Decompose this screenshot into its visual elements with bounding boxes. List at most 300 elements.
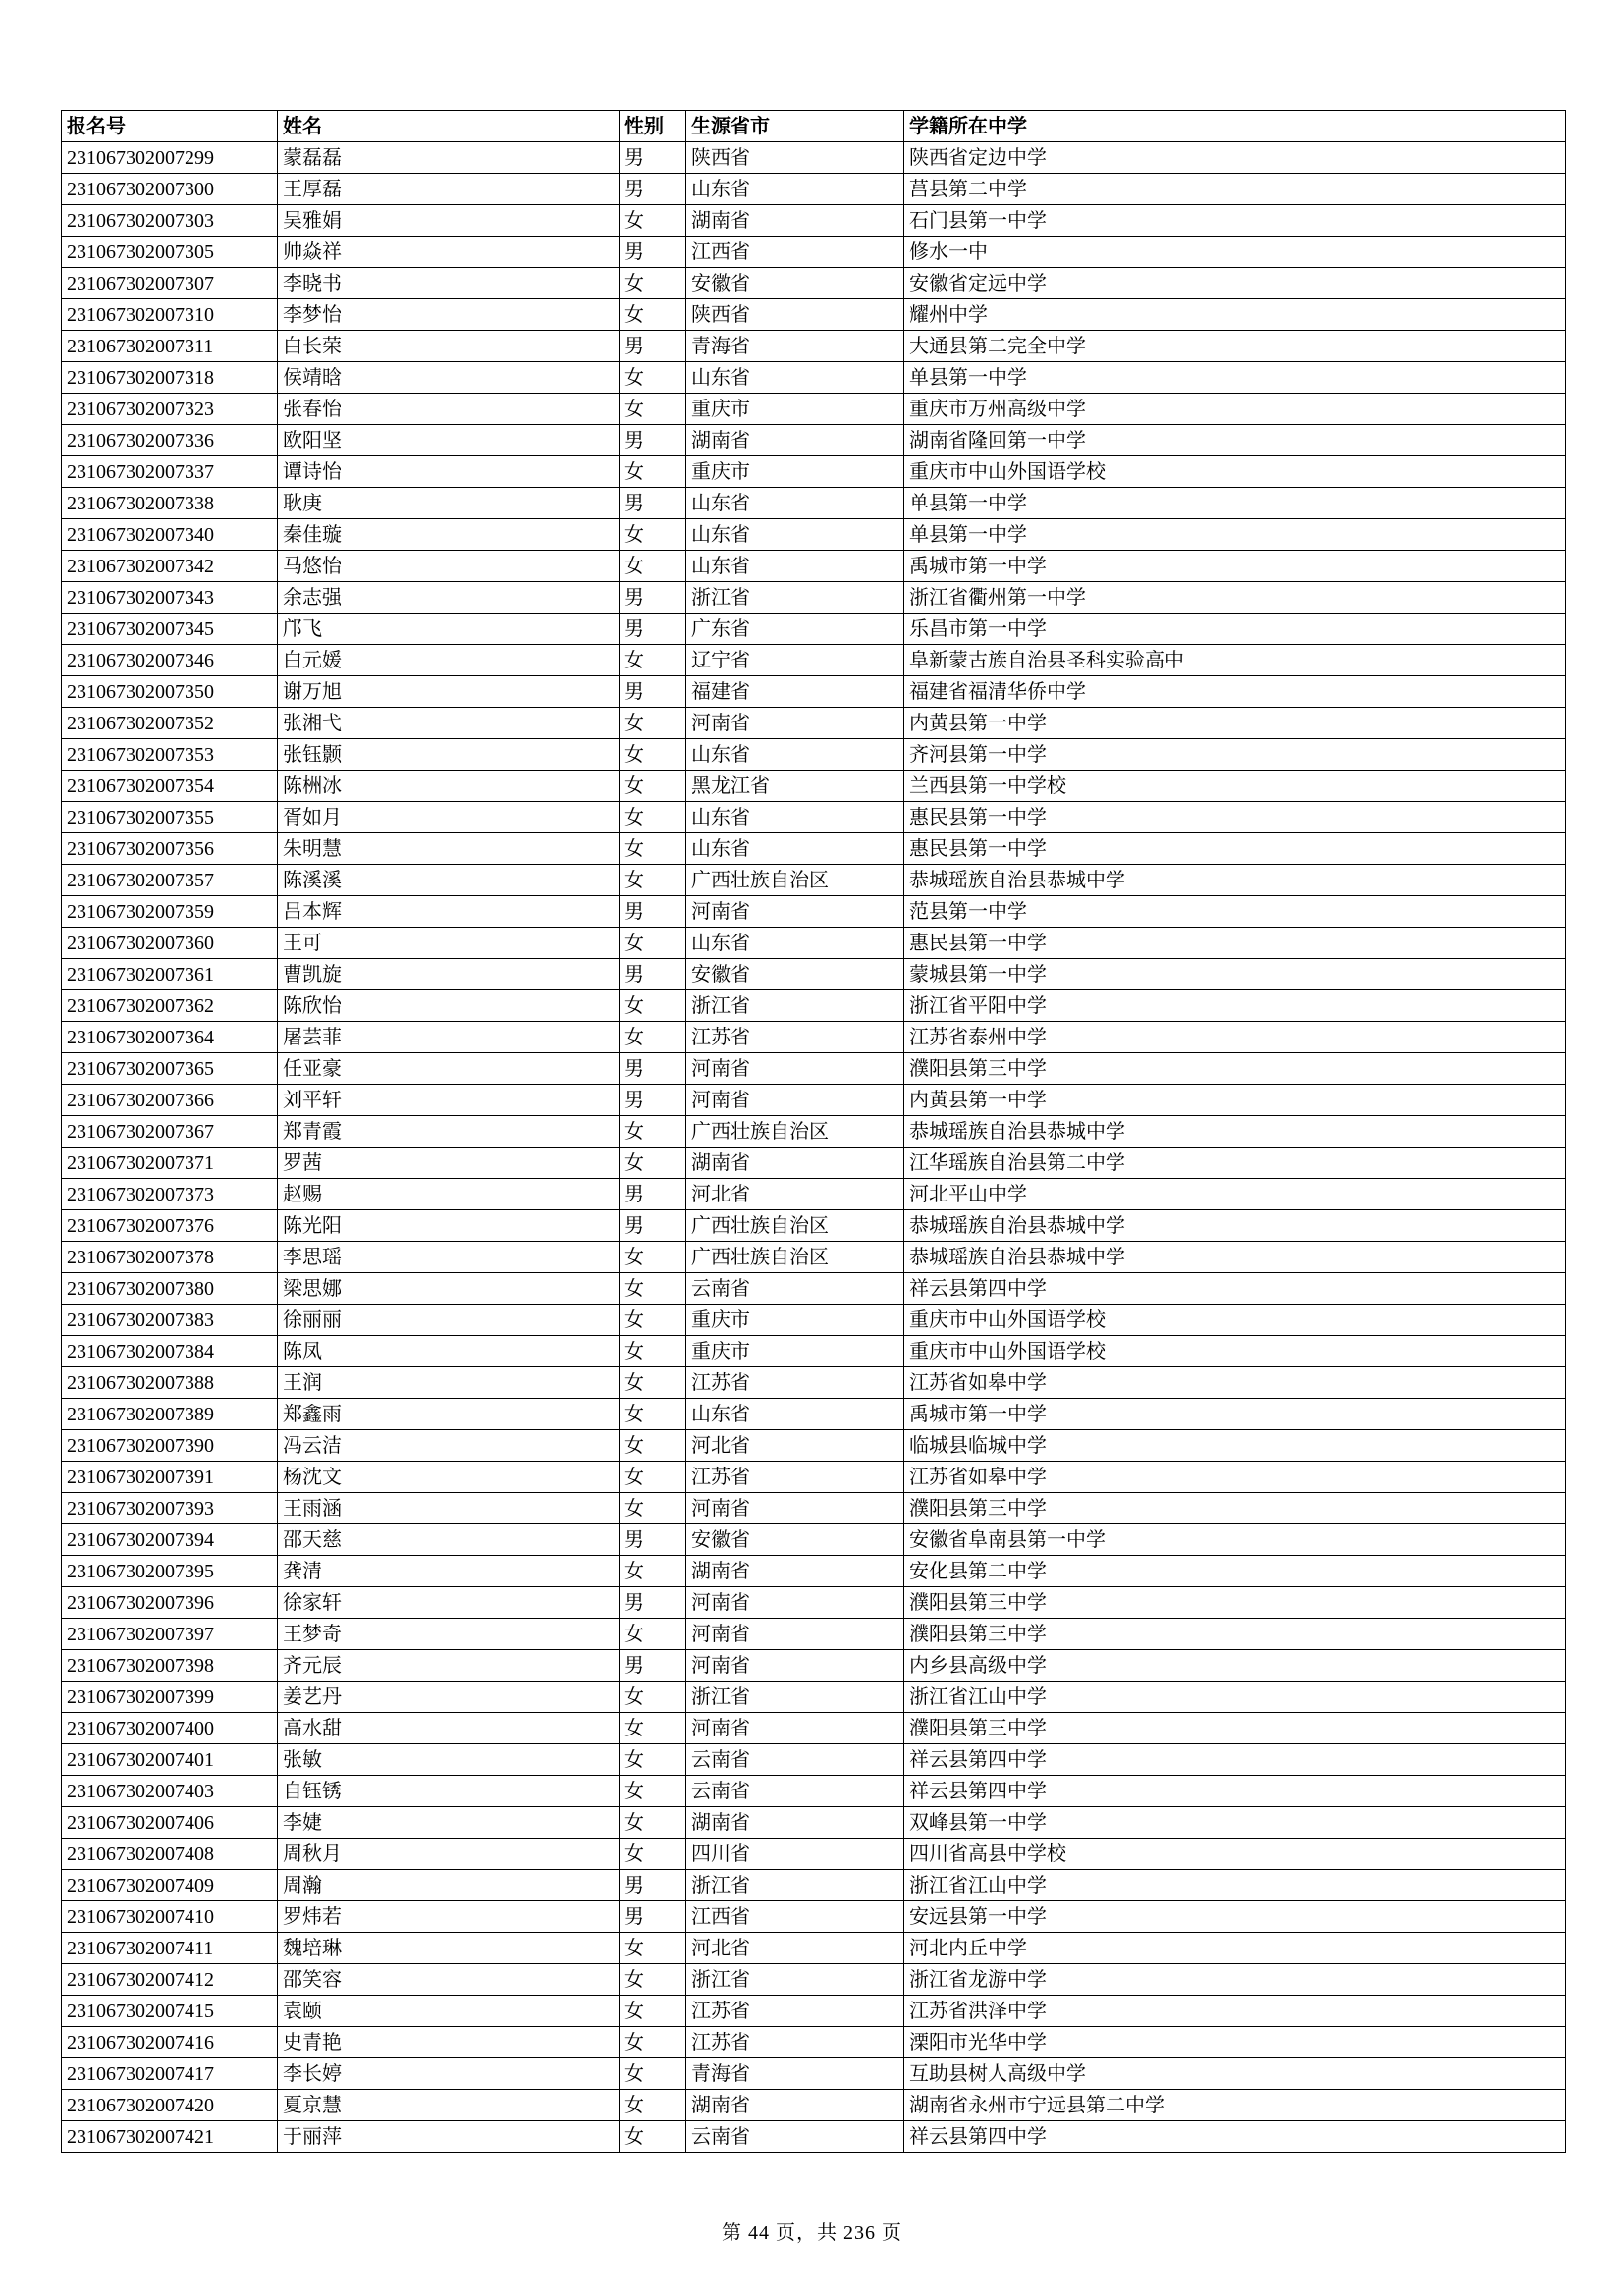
cell-school: 重庆市中山外国语学校 [904, 456, 1566, 488]
cell-province: 青海省 [686, 331, 904, 362]
cell-registration-number: 231067302007378 [62, 1242, 278, 1273]
cell-school: 浙江省江山中学 [904, 1870, 1566, 1901]
table-row [62, 802, 1566, 833]
table-row [62, 1210, 1566, 1242]
cell-province: 山东省 [686, 362, 904, 394]
cell-registration-number: 231067302007389 [62, 1399, 278, 1430]
cell-gender: 女 [620, 1430, 686, 1462]
cell-gender: 男 [620, 1179, 686, 1210]
cell-gender: 男 [620, 425, 686, 456]
cell-school: 蒙城县第一中学 [904, 959, 1566, 990]
table-row [62, 1493, 1566, 1524]
cell-province: 重庆市 [686, 456, 904, 488]
table-row [62, 394, 1566, 425]
table-row [62, 645, 1566, 676]
cell-gender: 女 [620, 1556, 686, 1587]
cell-province: 江苏省 [686, 1996, 904, 2027]
cell-province: 河南省 [686, 1493, 904, 1524]
cell-registration-number: 231067302007303 [62, 205, 278, 237]
cell-registration-number: 231067302007362 [62, 990, 278, 1022]
cell-registration-number: 231067302007340 [62, 519, 278, 551]
table-row [62, 174, 1566, 205]
header-registration-number: 报名号 [62, 111, 278, 142]
cell-school: 河北内丘中学 [904, 1933, 1566, 1964]
cell-province: 浙江省 [686, 582, 904, 614]
cell-gender: 女 [620, 1022, 686, 1053]
cell-registration-number: 231067302007388 [62, 1367, 278, 1399]
table-row [62, 1053, 1566, 1085]
cell-province: 黑龙江省 [686, 771, 904, 802]
cell-gender: 女 [620, 299, 686, 331]
cell-gender: 女 [620, 1493, 686, 1524]
table-row [62, 331, 1566, 362]
cell-gender: 女 [620, 1367, 686, 1399]
cell-registration-number: 231067302007323 [62, 394, 278, 425]
student-roster-table [61, 110, 1566, 2153]
cell-gender: 女 [620, 802, 686, 833]
cell-school: 重庆市万州高级中学 [904, 394, 1566, 425]
cell-registration-number: 231067302007412 [62, 1964, 278, 1996]
cell-registration-number: 231067302007355 [62, 802, 278, 833]
cell-province: 湖南省 [686, 1556, 904, 1587]
cell-school: 齐河县第一中学 [904, 739, 1566, 771]
cell-registration-number: 231067302007396 [62, 1587, 278, 1619]
table-row [62, 1901, 1566, 1933]
table-row [62, 1587, 1566, 1619]
cell-school: 安远县第一中学 [904, 1901, 1566, 1933]
cell-registration-number: 231067302007311 [62, 331, 278, 362]
cell-province: 广西壮族自治区 [686, 865, 904, 896]
cell-gender: 女 [620, 519, 686, 551]
cell-registration-number: 231067302007380 [62, 1273, 278, 1305]
cell-gender: 女 [620, 1336, 686, 1367]
table-row [62, 708, 1566, 739]
cell-school: 耀州中学 [904, 299, 1566, 331]
cell-gender: 女 [620, 1996, 686, 2027]
cell-school: 互助县树人高级中学 [904, 2058, 1566, 2090]
cell-gender: 女 [620, 2090, 686, 2121]
table-row [62, 1713, 1566, 1744]
cell-school: 内黄县第一中学 [904, 1085, 1566, 1116]
cell-gender: 女 [620, 1776, 686, 1807]
cell-registration-number: 231067302007337 [62, 456, 278, 488]
header-gender: 性别 [620, 111, 686, 142]
cell-province: 湖南省 [686, 2090, 904, 2121]
cell-gender: 男 [620, 1085, 686, 1116]
cell-gender: 女 [620, 205, 686, 237]
cell-gender: 女 [620, 394, 686, 425]
cell-name: 胥如月 [278, 802, 620, 833]
cell-school: 大通县第二完全中学 [904, 331, 1566, 362]
table-row [62, 1022, 1566, 1053]
cell-registration-number: 231067302007420 [62, 2090, 278, 2121]
cell-province: 河北省 [686, 1430, 904, 1462]
table-row [62, 268, 1566, 299]
cell-registration-number: 231067302007364 [62, 1022, 278, 1053]
cell-registration-number: 231067302007356 [62, 833, 278, 865]
cell-gender: 女 [620, 1116, 686, 1148]
cell-name: 邵笑容 [278, 1964, 620, 1996]
table-row [62, 1179, 1566, 1210]
table-row [62, 614, 1566, 645]
cell-gender: 女 [620, 1807, 686, 1839]
cell-registration-number: 231067302007360 [62, 928, 278, 959]
cell-province: 广东省 [686, 614, 904, 645]
cell-school: 安化县第二中学 [904, 1556, 1566, 1587]
cell-province: 重庆市 [686, 1305, 904, 1336]
cell-province: 江苏省 [686, 1022, 904, 1053]
cell-registration-number: 231067302007383 [62, 1305, 278, 1336]
cell-name: 谭诗怡 [278, 456, 620, 488]
table-row [62, 1116, 1566, 1148]
cell-province: 河南省 [686, 1713, 904, 1744]
cell-name: 李晓书 [278, 268, 620, 299]
cell-name: 郑青霞 [278, 1116, 620, 1148]
cell-name: 蒙磊磊 [278, 142, 620, 174]
table-row [62, 896, 1566, 928]
cell-school: 安徽省阜南县第一中学 [904, 1524, 1566, 1556]
cell-registration-number: 231067302007338 [62, 488, 278, 519]
cell-gender: 女 [620, 1619, 686, 1650]
cell-province: 河北省 [686, 1179, 904, 1210]
cell-school: 修水一中 [904, 237, 1566, 268]
cell-registration-number: 231067302007415 [62, 1996, 278, 2027]
table-row [62, 1807, 1566, 1839]
cell-province: 江苏省 [686, 2027, 904, 2058]
cell-gender: 男 [620, 331, 686, 362]
cell-gender: 男 [620, 237, 686, 268]
cell-gender: 女 [620, 268, 686, 299]
cell-province: 广西壮族自治区 [686, 1242, 904, 1273]
table-row [62, 2121, 1566, 2153]
cell-province: 浙江省 [686, 1682, 904, 1713]
cell-name: 王厚磊 [278, 174, 620, 205]
cell-gender: 女 [620, 1839, 686, 1870]
cell-name: 李婕 [278, 1807, 620, 1839]
cell-name: 任亚豪 [278, 1053, 620, 1085]
cell-province: 山东省 [686, 1399, 904, 1430]
cell-school: 恭城瑶族自治县恭城中学 [904, 1242, 1566, 1273]
cell-gender: 男 [620, 142, 686, 174]
table-row [62, 488, 1566, 519]
cell-province: 湖南省 [686, 425, 904, 456]
cell-name: 白长荣 [278, 331, 620, 362]
cell-name: 冯云洁 [278, 1430, 620, 1462]
cell-school: 惠民县第一中学 [904, 802, 1566, 833]
table-row [62, 833, 1566, 865]
cell-province: 河南省 [686, 1587, 904, 1619]
cell-province: 青海省 [686, 2058, 904, 2090]
table-row [62, 771, 1566, 802]
cell-school: 恭城瑶族自治县恭城中学 [904, 865, 1566, 896]
table-row [62, 1650, 1566, 1682]
table-row [62, 1305, 1566, 1336]
cell-school: 禹城市第一中学 [904, 1399, 1566, 1430]
cell-school: 濮阳县第三中学 [904, 1619, 1566, 1650]
cell-registration-number: 231067302007400 [62, 1713, 278, 1744]
cell-province: 广西壮族自治区 [686, 1210, 904, 1242]
cell-province: 安徽省 [686, 1524, 904, 1556]
cell-name: 谢万旭 [278, 676, 620, 708]
cell-name: 张春怡 [278, 394, 620, 425]
cell-school: 浙江省平阳中学 [904, 990, 1566, 1022]
page-number-footer: 第 44 页，共 236 页 [722, 2222, 902, 2244]
cell-registration-number: 231067302007421 [62, 2121, 278, 2153]
table-row [62, 1085, 1566, 1116]
cell-school: 濮阳县第三中学 [904, 1713, 1566, 1744]
cell-gender: 女 [620, 833, 686, 865]
cell-province: 云南省 [686, 1273, 904, 1305]
cell-province: 陕西省 [686, 299, 904, 331]
cell-gender: 女 [620, 1242, 686, 1273]
table-row [62, 1996, 1566, 2027]
cell-registration-number: 231067302007367 [62, 1116, 278, 1148]
cell-name: 袁颐 [278, 1996, 620, 2027]
cell-registration-number: 231067302007408 [62, 1839, 278, 1870]
cell-gender: 女 [620, 739, 686, 771]
table-row [62, 1273, 1566, 1305]
cell-school: 重庆市中山外国语学校 [904, 1305, 1566, 1336]
cell-name: 张湘弋 [278, 708, 620, 739]
cell-name: 屠芸菲 [278, 1022, 620, 1053]
table-row [62, 959, 1566, 990]
cell-registration-number: 231067302007395 [62, 1556, 278, 1587]
cell-registration-number: 231067302007399 [62, 1682, 278, 1713]
cell-gender: 男 [620, 959, 686, 990]
cell-school: 乐昌市第一中学 [904, 614, 1566, 645]
cell-name: 马悠怡 [278, 551, 620, 582]
cell-gender: 男 [620, 1870, 686, 1901]
cell-registration-number: 231067302007365 [62, 1053, 278, 1085]
cell-gender: 女 [620, 1462, 686, 1493]
cell-school: 禹城市第一中学 [904, 551, 1566, 582]
table-row [62, 2058, 1566, 2090]
cell-name: 于丽萍 [278, 2121, 620, 2153]
cell-name: 王润 [278, 1367, 620, 1399]
cell-gender: 女 [620, 2121, 686, 2153]
cell-registration-number: 231067302007417 [62, 2058, 278, 2090]
cell-registration-number: 231067302007390 [62, 1430, 278, 1462]
cell-school: 单县第一中学 [904, 488, 1566, 519]
cell-province: 河南省 [686, 1053, 904, 1085]
cell-school: 河北平山中学 [904, 1179, 1566, 1210]
table-row [62, 1367, 1566, 1399]
cell-province: 云南省 [686, 1776, 904, 1807]
cell-province: 山东省 [686, 551, 904, 582]
table-row [62, 1524, 1566, 1556]
cell-registration-number: 231067302007376 [62, 1210, 278, 1242]
cell-name: 自钰锈 [278, 1776, 620, 1807]
cell-gender: 男 [620, 1210, 686, 1242]
table-row [62, 425, 1566, 456]
cell-registration-number: 231067302007300 [62, 174, 278, 205]
cell-school: 溧阳市光华中学 [904, 2027, 1566, 2058]
cell-school: 祥云县第四中学 [904, 1273, 1566, 1305]
cell-name: 梁思娜 [278, 1273, 620, 1305]
cell-name: 周瀚 [278, 1870, 620, 1901]
cell-registration-number: 231067302007393 [62, 1493, 278, 1524]
cell-name: 张敏 [278, 1744, 620, 1776]
cell-province: 河南省 [686, 1650, 904, 1682]
cell-gender: 女 [620, 1682, 686, 1713]
cell-name: 陈欣怡 [278, 990, 620, 1022]
cell-gender: 女 [620, 708, 686, 739]
cell-registration-number: 231067302007359 [62, 896, 278, 928]
cell-school: 湖南省永州市宁远县第二中学 [904, 2090, 1566, 2121]
cell-gender: 男 [620, 896, 686, 928]
cell-registration-number: 231067302007299 [62, 142, 278, 174]
cell-name: 姜艺丹 [278, 1682, 620, 1713]
cell-gender: 男 [620, 1053, 686, 1085]
table-header [62, 111, 1566, 142]
cell-gender: 男 [620, 614, 686, 645]
cell-name: 李思瑶 [278, 1242, 620, 1273]
cell-school: 惠民县第一中学 [904, 833, 1566, 865]
cell-name: 周秋月 [278, 1839, 620, 1870]
cell-name: 高水甜 [278, 1713, 620, 1744]
cell-registration-number: 231067302007373 [62, 1179, 278, 1210]
cell-school: 阜新蒙古族自治县圣科实验高中 [904, 645, 1566, 676]
cell-name: 陈溪溪 [278, 865, 620, 896]
cell-school: 范县第一中学 [904, 896, 1566, 928]
table-row [62, 1839, 1566, 1870]
table-row [62, 205, 1566, 237]
cell-province: 山东省 [686, 928, 904, 959]
cell-name: 吕本辉 [278, 896, 620, 928]
cell-province: 云南省 [686, 1744, 904, 1776]
table-row [62, 1336, 1566, 1367]
cell-school: 双峰县第一中学 [904, 1807, 1566, 1839]
cell-name: 罗炜若 [278, 1901, 620, 1933]
cell-gender: 女 [620, 1744, 686, 1776]
cell-gender: 男 [620, 1650, 686, 1682]
cell-name: 帅焱祥 [278, 237, 620, 268]
cell-gender: 女 [620, 990, 686, 1022]
cell-name: 王梦奇 [278, 1619, 620, 1650]
table-row [62, 1776, 1566, 1807]
table-row [62, 1430, 1566, 1462]
cell-school: 四川省高县中学校 [904, 1839, 1566, 1870]
cell-name: 齐元辰 [278, 1650, 620, 1682]
cell-registration-number: 231067302007357 [62, 865, 278, 896]
cell-gender: 女 [620, 771, 686, 802]
cell-school: 江苏省泰州中学 [904, 1022, 1566, 1053]
cell-registration-number: 231067302007416 [62, 2027, 278, 2058]
cell-registration-number: 231067302007391 [62, 1462, 278, 1493]
cell-gender: 男 [620, 1587, 686, 1619]
table-row [62, 865, 1566, 896]
cell-gender: 男 [620, 582, 686, 614]
cell-school: 陕西省定边中学 [904, 142, 1566, 174]
cell-province: 四川省 [686, 1839, 904, 1870]
cell-school: 濮阳县第三中学 [904, 1053, 1566, 1085]
cell-registration-number: 231067302007353 [62, 739, 278, 771]
table-row [62, 676, 1566, 708]
cell-name: 罗茜 [278, 1148, 620, 1179]
cell-name: 欧阳坚 [278, 425, 620, 456]
cell-school: 恭城瑶族自治县恭城中学 [904, 1116, 1566, 1148]
cell-school: 安徽省定远中学 [904, 268, 1566, 299]
cell-gender: 女 [620, 645, 686, 676]
cell-name: 侯靖晗 [278, 362, 620, 394]
cell-name: 魏培琳 [278, 1933, 620, 1964]
table-row [62, 551, 1566, 582]
cell-gender: 女 [620, 865, 686, 896]
cell-school: 重庆市中山外国语学校 [904, 1336, 1566, 1367]
cell-name: 李梦怡 [278, 299, 620, 331]
cell-registration-number: 231067302007397 [62, 1619, 278, 1650]
cell-province: 河南省 [686, 1619, 904, 1650]
cell-name: 耿庚 [278, 488, 620, 519]
cell-province: 山东省 [686, 802, 904, 833]
cell-name: 邵天慈 [278, 1524, 620, 1556]
table-row [62, 739, 1566, 771]
cell-name: 陈栦冰 [278, 771, 620, 802]
cell-gender: 男 [620, 676, 686, 708]
cell-school: 莒县第二中学 [904, 174, 1566, 205]
cell-registration-number: 231067302007366 [62, 1085, 278, 1116]
table-row [62, 519, 1566, 551]
cell-registration-number: 231067302007384 [62, 1336, 278, 1367]
cell-province: 山东省 [686, 174, 904, 205]
table-row [62, 1933, 1566, 1964]
cell-gender: 男 [620, 488, 686, 519]
cell-province: 重庆市 [686, 1336, 904, 1367]
cell-name: 史青艳 [278, 2027, 620, 2058]
cell-province: 河南省 [686, 708, 904, 739]
cell-gender: 女 [620, 551, 686, 582]
cell-school: 江苏省洪泽中学 [904, 1996, 1566, 2027]
cell-province: 山东省 [686, 519, 904, 551]
cell-registration-number: 231067302007411 [62, 1933, 278, 1964]
table-row [62, 1682, 1566, 1713]
cell-school: 内乡县高级中学 [904, 1650, 1566, 1682]
cell-registration-number: 231067302007406 [62, 1807, 278, 1839]
cell-registration-number: 231067302007336 [62, 425, 278, 456]
table-row [62, 928, 1566, 959]
cell-name: 李长婷 [278, 2058, 620, 2090]
cell-province: 浙江省 [686, 990, 904, 1022]
cell-gender: 女 [620, 1933, 686, 1964]
cell-registration-number: 231067302007371 [62, 1148, 278, 1179]
cell-name: 徐丽丽 [278, 1305, 620, 1336]
header-row [62, 111, 1566, 142]
cell-registration-number: 231067302007350 [62, 676, 278, 708]
cell-name: 赵赐 [278, 1179, 620, 1210]
cell-school: 湖南省隆回第一中学 [904, 425, 1566, 456]
cell-province: 湖南省 [686, 205, 904, 237]
cell-gender: 女 [620, 1305, 686, 1336]
cell-school: 濮阳县第三中学 [904, 1493, 1566, 1524]
cell-school: 江苏省如皋中学 [904, 1462, 1566, 1493]
cell-registration-number: 231067302007410 [62, 1901, 278, 1933]
table-row [62, 237, 1566, 268]
table-row [62, 1242, 1566, 1273]
table-row [62, 1870, 1566, 1901]
table-row [62, 1399, 1566, 1430]
cell-school: 恭城瑶族自治县恭城中学 [904, 1210, 1566, 1242]
cell-school: 单县第一中学 [904, 519, 1566, 551]
cell-registration-number: 231067302007318 [62, 362, 278, 394]
table-row [62, 1619, 1566, 1650]
cell-name: 曹凯旋 [278, 959, 620, 990]
cell-school: 濮阳县第三中学 [904, 1587, 1566, 1619]
cell-school: 临城县临城中学 [904, 1430, 1566, 1462]
table-row [62, 990, 1566, 1022]
cell-gender: 女 [620, 1148, 686, 1179]
cell-province: 安徽省 [686, 268, 904, 299]
header-school: 学籍所在中学 [904, 111, 1566, 142]
